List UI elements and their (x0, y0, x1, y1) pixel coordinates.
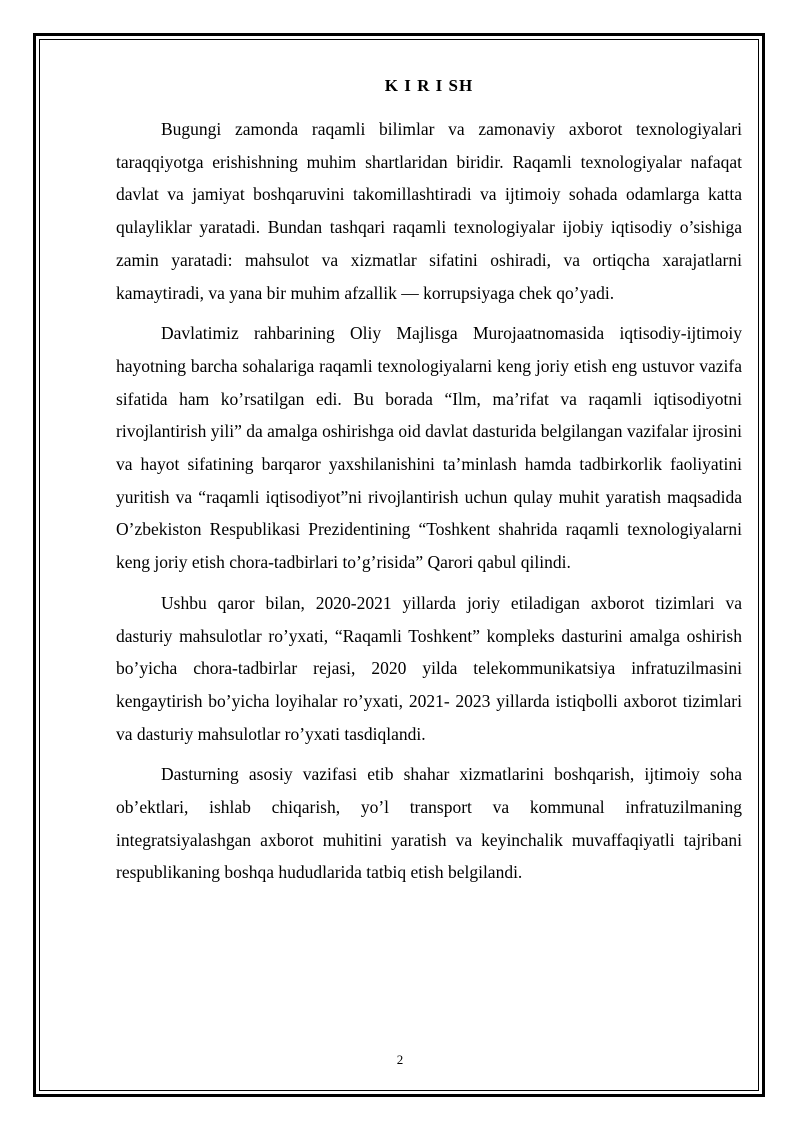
document-body (116, 73, 742, 897)
paragraph-1: Bugungi zamonda raqamli bilimlar va zamonaviy axborot texnologiyalari taraqqiyotga erishishning muhim shartlaridan biridir. Raqamli texnologiyalar nafaqat davlat va jamiyat boshqaruvini takomillashtiradi va ijtimoiy sohada odamlarga katta qulayliklar yaratadi. Bundan tashqari raqamli texnologiyalar ijobiy iqtisodiy o’sishiga zamin yaratadi: mahsulot va xizmatlar sifatini oshiradi, va ortiqcha xarajatlarni kamaytiradi, va yana bir muhim afzallik — korrupsiyaga chek qo’yadi. (116, 119, 742, 303)
page-number: 2 (396, 1052, 404, 1067)
document-title: K I R I SH (384, 76, 474, 95)
paragraph-4: Dasturning asosiy vazifasi etib shahar xizmatlarini boshqarish, ijtimoiy soha ob’ektlari, ishlab chiqarish, yo’l transport va kommunal infratuzilmaning integratsiyalashgan axborot muhitini yaratish va keyinchalik muvaffaqiyatli tajribani respublikaning boshqa hududlarida tatbiq etish belgilandi. (116, 764, 742, 883)
paragraph-3: Ushbu qaror bilan, 2020-2021 yillarda joriy etiladigan axborot tizimlari va dasturiy mahsulotlar ro’yxati, “Raqamli Toshkent” kompleks dasturini amalga oshirish bo’yicha chora-tadbirlar rejasi, 2020 yilda telekommunikatsiya infratuzilmasini kengaytirish bo’yicha loyihalar ro’yxati, 2021- 2023 yillarda istiqbolli axborot tizimlari va dasturiy mahsulotlar ro’yxati tasdiqlandi. (116, 592, 742, 744)
paragraph-2: Davlatimiz rahbarining Oliy Majlisga Murojaatnomasida iqtisodiy-ijtimoiy hayotning barcha sohalariga raqamli texnologiyalarni keng joriy etish eng ustuvor vazifa sifatida ham ko’rsatilgan edi. Bu borada “Ilm, ma’rifat va raqamli iqtisodiyotni rivojlantirish yili” da amalga oshirishga oid davlat dasturida belgilangan vazifalar ijrosini va hayot sifatining barqaror yaxshilanishini ta’minlash hamda tadbirkorlik faoliyatini yuritish va “raqamli iqtisodiyot”ni rivojlantirish uchun qulay muhit yaratish maqsadida O’zbekiston Respublikasi Prezidentining “Toshkent shahrida raqamli texnologiyalarni keng joriy etish chora-tadbirlari to’g’risida” Qarori qabul qilindi. (116, 323, 742, 573)
